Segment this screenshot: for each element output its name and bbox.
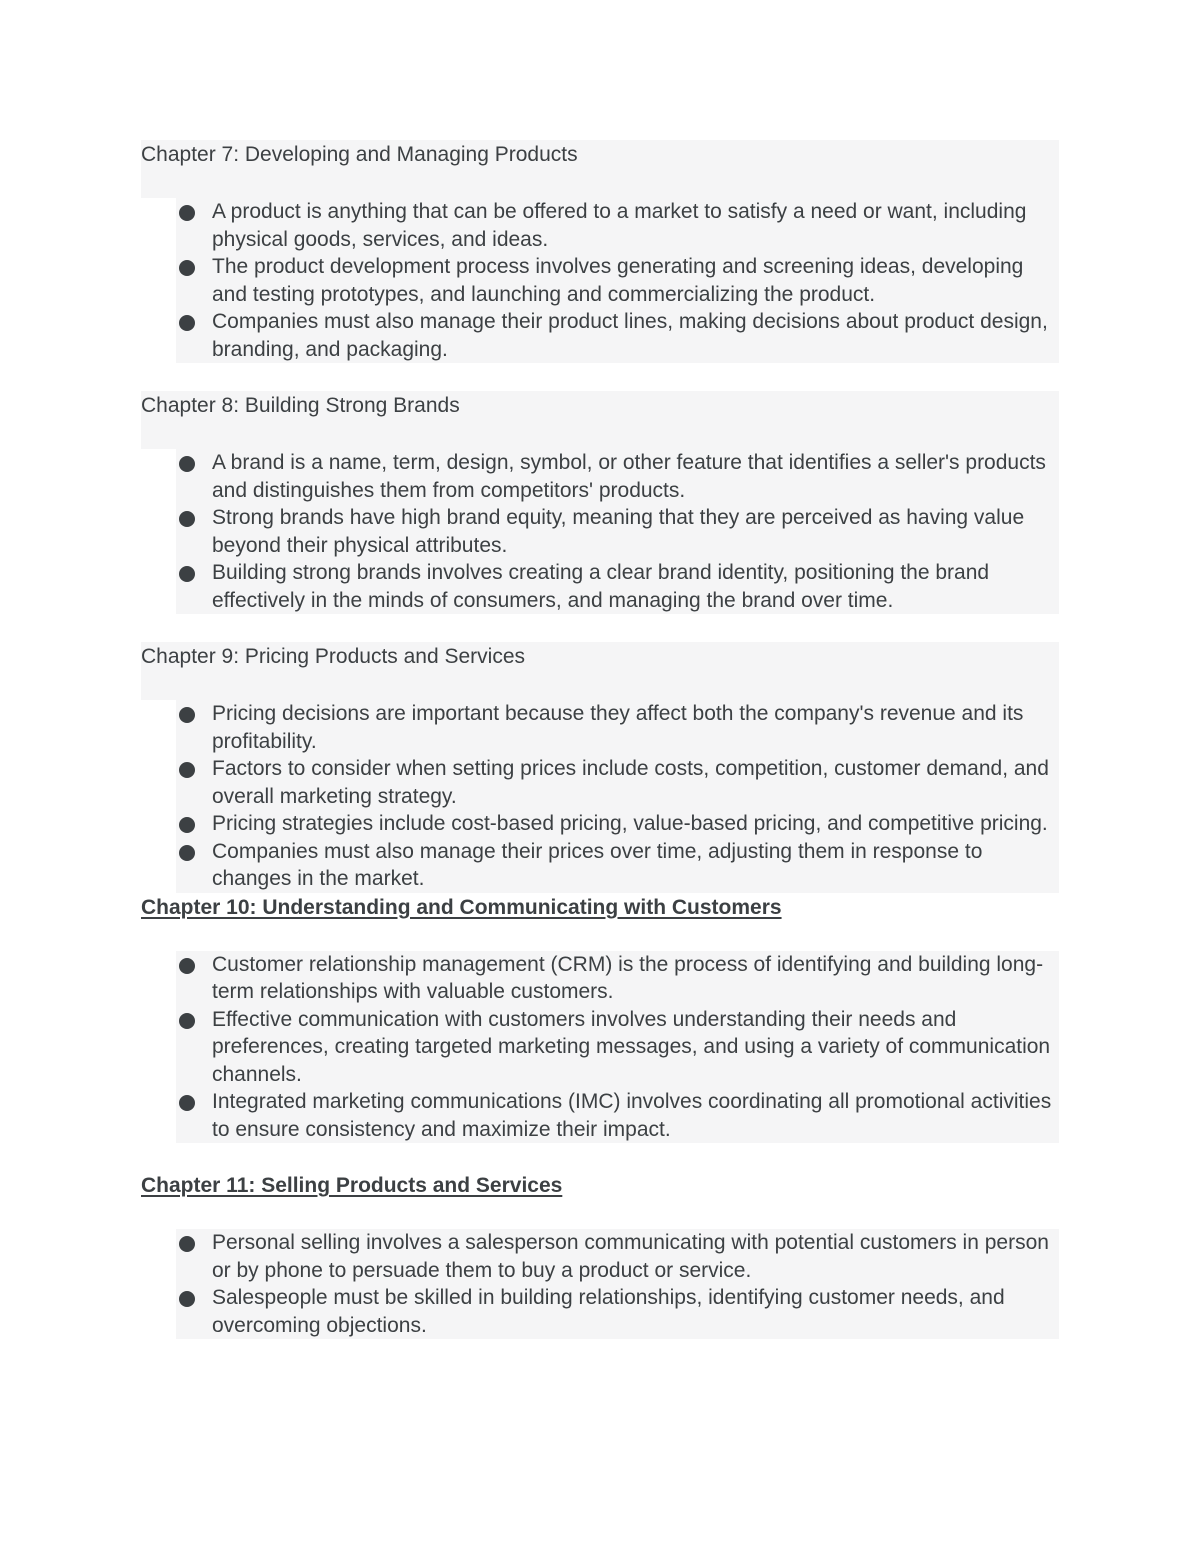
spacer — [141, 171, 1059, 198]
bullet-icon — [179, 456, 195, 472]
spacer — [141, 1202, 1059, 1229]
chapter-10-title: Chapter 10: Understanding and Communicating with Customers — [141, 895, 782, 919]
list-item — [176, 559, 1059, 614]
bullet-text: Effective communication with customers involves understanding their needs and preferences, creating targeted marketing messages, and using a variety of communication channels. — [212, 1007, 1051, 1086]
chapter-9-title-band — [141, 642, 1059, 673]
list-item — [176, 755, 1059, 810]
bullet-text: Companies must also manage their product lines, making decisions about product design, branding, and packaging. — [212, 310, 1048, 361]
bullet-icon — [179, 1291, 195, 1307]
bullet-text: The product development process involves generating and screening ideas, developing and testing prototypes, and launching and commercializing the product. — [212, 255, 1024, 306]
list-item — [176, 700, 1059, 755]
bullet-list-band — [176, 1229, 1059, 1339]
bullet-text: Companies must also manage their prices over time, adjusting them in response to changes in the market. — [212, 839, 983, 890]
document-content — [141, 140, 1059, 1339]
bullet-icon — [179, 707, 195, 723]
chapter-7-bullets — [141, 198, 1059, 363]
chapter-9-section — [141, 642, 1059, 893]
bullet-icon — [179, 958, 195, 974]
spacer — [141, 924, 1059, 951]
bullet-text: Salespeople must be skilled in building relationships, identifying customer needs, and overcoming objections. — [212, 1286, 1005, 1337]
section-gap — [141, 614, 1059, 642]
list-item — [176, 1229, 1059, 1284]
list-item — [176, 1006, 1059, 1089]
bullet-icon — [179, 260, 195, 276]
list-item — [176, 951, 1059, 1006]
chapter-9-title: Chapter 9: Pricing Products and Services — [141, 642, 1059, 673]
chapter-11-bullets — [141, 1229, 1059, 1339]
bullet-text: Pricing decisions are important because they affect both the company's revenue and its profitability. — [212, 702, 1024, 753]
spacer — [141, 422, 1059, 449]
chapter-8-title-band — [141, 391, 1059, 422]
bullet-text: Integrated marketing communications (IMC) involves coordinating all promotional activities to ensure consistency and maximize their impact. — [212, 1090, 1052, 1141]
bullet-list-band — [176, 700, 1059, 893]
list-item — [176, 308, 1059, 363]
list-item — [176, 253, 1059, 308]
chapter-8-title: Chapter 8: Building Strong Brands — [141, 391, 1059, 422]
list-item — [176, 449, 1059, 504]
bullet-icon — [179, 762, 195, 778]
chapter-8-bullets — [141, 449, 1059, 614]
bullet-text: Building strong brands involves creating a clear brand identity, positioning the brand effectively in the minds of consumers, and managing the brand over time. — [212, 561, 990, 612]
list-item — [176, 1284, 1059, 1339]
bullet-icon — [179, 511, 195, 527]
bullet-text: Pricing strategies include cost-based pricing, value-based pricing, and competitive pricing. — [212, 812, 1048, 835]
chapter-7-section — [141, 140, 1059, 363]
bullet-list-band — [176, 198, 1059, 363]
bullet-text: Personal selling involves a salesperson communicating with potential customers in person or by phone to persuade them to buy a product or service. — [212, 1231, 1049, 1282]
section-gap — [141, 363, 1059, 391]
bullet-text: A product is anything that can be offered to a market to satisfy a need or want, including physical goods, services, and ideas. — [212, 200, 1027, 251]
bullet-icon — [179, 817, 195, 833]
chapter-7-title-band — [141, 140, 1059, 171]
bullet-icon — [179, 205, 195, 221]
bullet-icon — [179, 845, 195, 861]
list-item — [176, 1088, 1059, 1143]
chapter-11-title: Chapter 11: Selling Products and Services — [141, 1174, 563, 1197]
chapter-11-section — [141, 1171, 1059, 1339]
chapter-8-section — [141, 391, 1059, 614]
list-item — [176, 838, 1059, 893]
bullet-text: Strong brands have high brand equity, meaning that they are perceived as having value beyond their physical attributes. — [212, 506, 1025, 557]
chapter-10-title-band — [141, 893, 1059, 924]
bullet-icon — [179, 566, 195, 582]
chapter-11-title-band — [141, 1171, 1059, 1202]
spacer — [141, 673, 1059, 700]
bullet-icon — [179, 1236, 195, 1252]
chapter-10-bullets — [141, 951, 1059, 1144]
list-item — [176, 198, 1059, 253]
chapter-7-title: Chapter 7: Developing and Managing Products — [141, 140, 1059, 171]
chapter-10-section — [141, 893, 1059, 1144]
bullet-icon — [179, 315, 195, 331]
bullet-text: A brand is a name, term, design, symbol, or other feature that identifies a seller's products and distinguishes them from competitors' products. — [212, 451, 1046, 502]
section-gap — [141, 1143, 1059, 1171]
bullet-text: Customer relationship management (CRM) is the process of identifying and building long-term relationships with valuable customers. — [212, 952, 1044, 1003]
bullet-icon — [179, 1095, 195, 1111]
chapter-9-bullets — [141, 700, 1059, 893]
bullet-text: Factors to consider when setting prices include costs, competition, customer demand, and overall marketing strategy. — [212, 757, 1049, 808]
bullet-list-band — [176, 951, 1059, 1144]
bullet-icon — [179, 1013, 195, 1029]
bullet-list-band — [176, 449, 1059, 614]
list-item — [176, 504, 1059, 559]
list-item — [176, 810, 1059, 838]
